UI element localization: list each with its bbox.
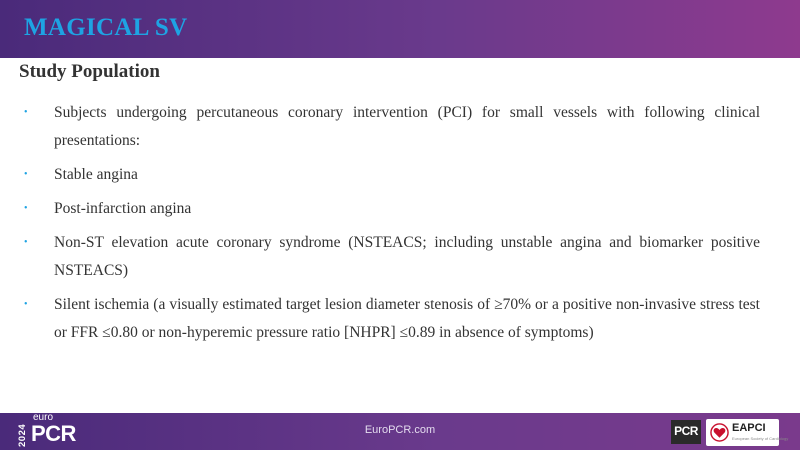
list-item [22,229,760,285]
footer-url: EuroPCR.com [364,424,436,436]
list-item [22,195,760,223]
logo-euro-text: euro [33,412,54,423]
section-subtitle: Study Population [19,61,160,82]
list-item [22,161,760,189]
pcr-badge [671,420,701,444]
list-item [22,99,760,155]
bullet-dot-icon: • [24,169,28,180]
bullet-dot-icon: • [24,203,28,214]
logo-year [17,415,29,447]
pcr-badge-text: PCR [674,424,698,438]
eapci-logo [706,419,789,446]
header-bar [0,0,800,58]
bullet-dot-icon: • [24,299,28,310]
page-title: MAGICAL SV [24,14,188,41]
logo-year-text: 2024 [17,423,28,447]
bullet-dot-icon: • [24,237,28,248]
bullet-text: Silent ischemia (a visually estimated target lesion diameter stenosis of ≥70% or a positive non-invasive stress test or FFR ≤0.80 or non-hyperemic pressure ratio [NHPR] ≤0.89 in absence of symptoms) [54,296,760,341]
heart-icon [710,423,729,442]
bullet-dot-icon: • [24,107,28,118]
bullet-text: Post-infarction angina [54,200,192,217]
list-item [22,291,760,347]
europcr-logo: PCR [31,421,76,446]
bullet-text: Subjects undergoing percutaneous coronary intervention (PCI) for small vessels with following clinical presentations: [54,104,760,149]
bullet-text: Non-ST elevation acute coronary syndrome (NSTEACS; including unstable angina and biomarker positive NSTEACS) [54,234,760,279]
bullet-text: Stable angina [54,166,138,183]
eapci-label: EAPCI [732,422,766,434]
bullet-list [22,99,760,353]
eapci-subtitle: European Society of Cardiology [732,436,789,441]
